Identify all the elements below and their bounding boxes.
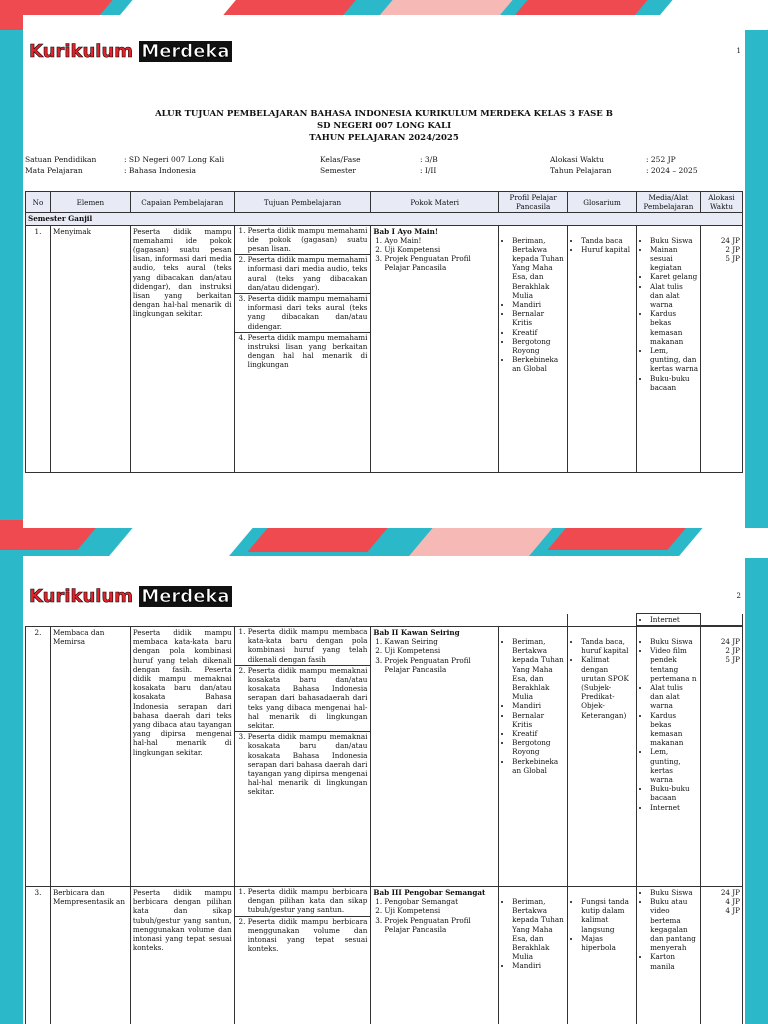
table-row: 1. Menyimak Peserta didik mampu memahami ide pokok (gagasan) suatu pesan lisan, informasi dari media audio, teks aural (teks yang dibacakan dan/atau didengar), dan instruksi lisan yang berkaitan dengan hal-hal menarik di lingkungan sekitar. 1. Peserta didik mampu memahami ide pokok (gagasan) suatu pesan lisan. 2. Peserta didik mampu memahami informasi dari media audio, teks aural (teks yang dibacakan dan/atau didengar). 3. Peserta didik mampu memahami informasi dari teks aural (teks yang dibacakan dan/atau didengar. 4. Peserta didik mampu memahami instruksi lisan yang berkaitan dengan hal hal menarik di lingkungan Bab I Ayo Main! 1. Ayo Main! 2. Uji Kompetensi 3. Projek Penguatan Profil Pelajar Pancasila • Beriman, Bertakwa kepada Tuhan Yang Maha Esa, dan Berakhlak Mulia • Mandiri • Bernalar Kritis • Kreatif • Bergotong Royong • Berkebineka an Global • Tanda baca • Huruf kapital • Buku Siswa • Mainan sesuai kegiatan • Karet gelang • Alat tulis dan alat warna • Kardus bekas kemasan makanan • Lem, gunting, dan kertas warna • Buku-buku bacaan 24 JP 2 JP 5 JP <box>26 225 743 472</box>
pokok-materi-cell: Bab I Ayo Main! 1. Ayo Main! 2. Uji Kompetensi 3. Projek Penguatan Profil Pelajar Pancasila <box>371 225 499 472</box>
media-cell: • Buku Siswa • Mainan sesuai kegiatan • Karet gelang • Alat tulis dan alat warna • Kardus bekas kemasan makanan • Lem, gunting, dan kertas warna • Buku-buku bacaan <box>637 225 701 472</box>
kurikulum-merdeka-logo: Kurikulum Merdeka <box>29 586 230 607</box>
meta-values-col1: : SD Negeri 007 Long Kali : Bahasa Indonesia <box>124 155 225 175</box>
tujuan-cell: 1. Peserta didik mampu memahami ide pokok (gagasan) suatu pesan lisan. 2. Peserta didik mampu memahami informasi dari media audio, teks aural (teks yang dibacakan dan/atau didengar). 3. Peserta didik mampu memahami informasi dari teks aural (teks yang dibacakan dan/atau didengar. 4. Peserta didik mampu memahami instruksi lisan yang berkaitan dengan hal hal menarik di lingkungan <box>234 225 371 472</box>
kurikulum-merdeka-logo: Kurikulum Merdeka <box>29 41 230 62</box>
semester-row: Semester Ganjil <box>26 213 743 225</box>
profil-cell: • Beriman, Bertakwa kepada Tuhan Yang Maha Esa, dan Berakhlak Mulia • Mandiri <box>499 887 568 1024</box>
profil-cell: • Beriman, Bertakwa kepada Tuhan Yang Maha Esa, dan Berakhlak Mulia • Mandiri • Bernalar Kritis • Kreatif • Bergotong Royong • Berkebineka an Global <box>499 627 568 887</box>
carry-over-table <box>25 613 743 626</box>
glosarium-cell: • Fungsi tanda kutip dalam kalimat langsung • Majas hiperbola <box>568 887 637 1024</box>
media-cell: • Buku Siswa • Video film pendek tentang pertemana n • Alat tulis dan alat warna • Kardus bekas kemasan makanan • Lem, gunting, kertas warna • Buku-buku bacaan • Internet <box>637 627 701 887</box>
page-number: 2 <box>736 592 741 600</box>
document-title: ALUR TUJUAN PEMBELAJARAN BAHASA INDONESIA KURIKULUM MERDEKA KELAS 3 FASE B SD NEGERI 007 LONG KALI TAHUN PELAJARAN 2024/2025 <box>155 109 613 143</box>
atp-table-page2 <box>25 626 743 1024</box>
atp-table-page1 <box>25 191 743 473</box>
table-header-row: No Elemen Capaian Pembelajaran Tujuan Pembelajaran Pokok Materi Profil Pelajar Pancasila Glosarium Media/Alat Pembelajaran Alokasi Waktu <box>26 192 743 213</box>
tujuan-cell: 1. Peserta didik mampu berbicara dengan pilihan kata dan sikap tubuh/gestur yang santun. 2. Peserta didik mampu berbicara menggunakan volume dan intonasi yang tepat sesuai konteks. <box>234 887 371 1024</box>
document-page-2 <box>23 556 745 1024</box>
media-cell: • Buku Siswa • Buku atau video bertema kegagalan dan pantang menyerah • Karton manila <box>637 887 701 1024</box>
document-page-1 <box>23 15 745 528</box>
alokasi-cell: 24 JP 2 JP 5 JP <box>701 627 743 887</box>
page-number: 1 <box>736 47 741 55</box>
pokok-materi-cell: Bab II Kawan Seiring 1. Kawan Seiring 2. Uji Kompetensi 3. Projek Penguatan Profil Pelajar Pancasila <box>371 627 499 887</box>
meta-values-col3: : 252 JP : 2024 – 2025 <box>646 155 698 175</box>
alokasi-cell: 24 JP 4 JP 4 JP <box>701 887 743 1024</box>
pokok-materi-cell: Bab III Pengobar Semangat 1. Pengobar Semangat 2. Uji Kompetensi 3. Projek Penguatan Profil Pelajar Pancasila <box>371 887 499 1024</box>
profil-cell: • Beriman, Bertakwa kepada Tuhan Yang Maha Esa, dan Berakhlak Mulia • Mandiri • Bernalar Kritis • Kreatif • Bergotong Royong • Berkebineka an Global <box>499 225 568 472</box>
meta-values-col2: : 3/B : I/II <box>420 155 438 175</box>
glosarium-cell: • Tanda baca • Huruf kapital <box>568 225 637 472</box>
meta-labels-col3: Alokasi Waktu Tahun Pelajaran <box>550 155 612 175</box>
carry-over-row: • Internet <box>25 614 743 626</box>
meta-labels-col2: Kelas/Fase Semester <box>320 155 361 175</box>
tujuan-cell: 1. Peserta didik mampu membaca kata-kata baru dengan pola kombinasi huruf yang telah dikenali dengan fasih 2. Peserta didik mampu memaknai kosakata baru dan/atau kosakata Bahasa Indonesia serapan dari bahasadaerah dari teks yang dibaca mengenai hal-hal menarik di lingkungan sekitar. 3. Peserta didik mampu memaknai kosakata baru dan/atau kosakata Bahasa Indonesia serapan dari bahasa daerah dari tayangan yang dipirsa mengenai hal-hal menarik di lingkungan sekitar. <box>234 627 371 887</box>
table-row: 3. Berbicara dan Mempresentasik an Peserta didik mampu berbicara dengan pilihan kata dan sikap tubuh/gestur yang santun, menggunakan volume dan intonasi yang tepat sesuai konteks. 1. Peserta didik mampu berbicara dengan pilihan kata dan sikap tubuh/gestur yang santun. 2. Peserta didik mampu berbicara menggunakan volume dan intonasi yang tepat sesuai konteks. Bab III Pengobar Semangat 1. Pengobar Semangat 2. Uji Kompetensi 3. Projek Penguatan Profil Pelajar Pancasila • Beriman, Bertakwa kepada Tuhan Yang Maha Esa, dan Berakhlak Mulia • Mandiri • Fungsi tanda kutip dalam kalimat langsung • Majas hiperbola • Buku Siswa • Buku atau video bertema kegagalan dan pantang menyerah • Karton manila 24 JP 4 JP 4 JP <box>26 887 743 1024</box>
table-row: 2. Membaca dan Memirsa Peserta didik mampu membaca kata-kata baru dengan pola kombinasi huruf yang telah dikenali dengan fasih. Peserta didik mampu memaknai kosakata baru dan/atau kosakata Bahasa Indonesia serapan dari bahasa daerah dari teks yang dibaca atau tayangan yang dipirsa mengenai hal-hal menarik di lingkungan sekitar. 1. Peserta didik mampu membaca kata-kata baru dengan pola kombinasi huruf yang telah dikenali dengan fasih 2. Peserta didik mampu memaknai kosakata baru dan/atau kosakata Bahasa Indonesia serapan dari bahasadaerah dari teks yang dibaca mengenai hal-hal menarik di lingkungan sekitar. 3. Peserta didik mampu memaknai kosakata baru dan/atau kosakata Bahasa Indonesia serapan dari bahasa daerah dari tayangan yang dipirsa mengenai hal-hal menarik di lingkungan sekitar. Bab II Kawan Seiring 1. Kawan Seiring 2. Uji Kompetensi 3. Projek Penguatan Profil Pelajar Pancasila • Beriman, Bertakwa kepada Tuhan Yang Maha Esa, dan Berakhlak Mulia • Mandiri • Bernalar Kritis • Kreatif • Bergotong Royong • Berkebineka an Global • Tanda baca, huruf kapital • Kalimat dengan urutan SPOK (Subjek-Predikat-Objek-Keterangan) • Buku Siswa • Video film pendek tentang pertemana n • Alat tulis dan alat warna • Kardus bekas kemasan makanan • Lem, gunting, kertas warna • Buku-buku bacaan • Internet 24 JP 2 JP 5 JP <box>26 627 743 887</box>
alokasi-cell: 24 JP 2 JP 5 JP <box>700 225 742 472</box>
glosarium-cell: • Tanda baca, huruf kapital • Kalimat dengan urutan SPOK (Subjek-Predikat-Objek-Keterangan) <box>568 627 637 887</box>
meta-labels-col1: Satuan Pendidikan Mata Pelajaran <box>25 155 97 175</box>
